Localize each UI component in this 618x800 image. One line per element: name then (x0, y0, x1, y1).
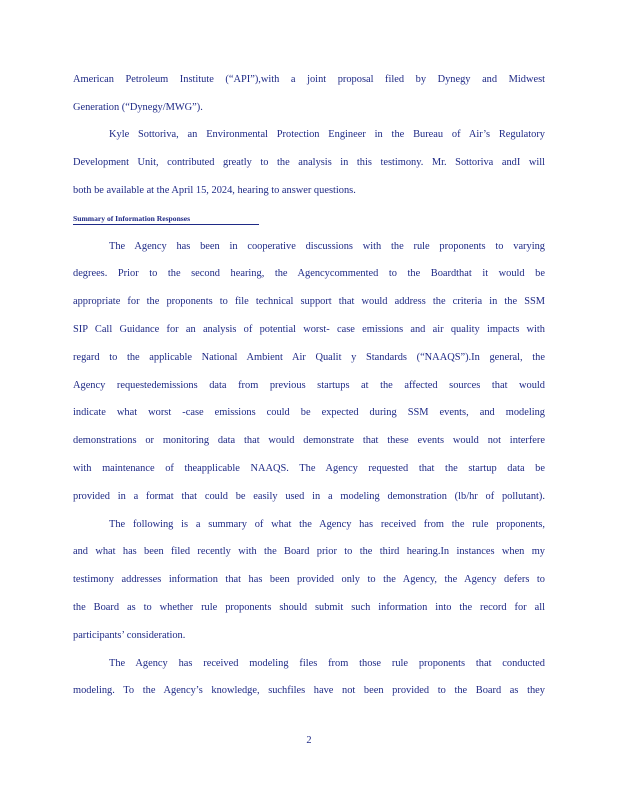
text-line: provided in a format that could be easily used in a modeling demonstration (lb/hr of pollutant). (73, 491, 545, 502)
text-line: appropriate for the proponents to file technical support that would address the criteria in the SSM (73, 296, 545, 307)
text-line: with maintenance of theapplicable NAAQS. The Agency requested that the startup data be (73, 463, 545, 474)
page-number: 2 (306, 735, 312, 746)
text-line: testimony addresses information that has been provided only to the Agency, the Agency defers to (73, 574, 545, 585)
text-line: the Board as to whether rule proponents should submit such information into the record for all (73, 602, 545, 613)
heading-underline (73, 224, 259, 225)
text-line: regard to the applicable National Ambient Air Qualit y Standards (“NAAQS”).In general, the (73, 352, 545, 363)
text-line: American Petroleum Institute (“API”),with a joint proposal filed by Dynegy and Midwest (73, 74, 545, 85)
text-line: Agency requestedemissions data from previous startups at the affected sources that would (73, 380, 545, 391)
section-heading: Summary of Information Responses (73, 214, 191, 223)
text-line: degrees. Prior to the second hearing, the Agencycommented to the Boardthat it would be (73, 268, 545, 279)
text-line: and what has been filed recently with the Board prior to the third hearing.In instances when my (73, 546, 545, 557)
paragraph-first-line: The following is a summary of what the Agency has received from the rule proponents, (109, 519, 545, 530)
paragraph-first-line: The Agency has received modeling files from those rule proponents that conducted (109, 658, 545, 669)
text-line: both be available at the April 15, 2024, hearing to answer questions. (73, 185, 356, 196)
paragraph-first-line: The Agency has been in cooperative discussions with the rule proponents to varying (109, 241, 545, 252)
text-line: Generation (“Dynegy/MWG”). (73, 102, 203, 113)
text-line: SIP Call Guidance for an analysis of potential worst- case emissions and air quality impacts with (73, 324, 545, 335)
text-line: participants’ consideration. (73, 630, 186, 641)
text-line: demonstrations or monitoring data that would demonstrate that these events would not interfere (73, 435, 545, 446)
text-line: indicate what worst -case emissions could be expected during SSM events, and modeling (73, 407, 545, 418)
text-line: Development Unit, contributed greatly to the analysis in this testimony. Mr. Sottoriva andI will (73, 157, 545, 168)
text-line: modeling. To the Agency’s knowledge, suchfiles have not been provided to the Board as they (73, 685, 545, 696)
paragraph-first-line: Kyle Sottoriva, an Environmental Protection Engineer in the Bureau of Air’s Regulatory (109, 129, 545, 140)
